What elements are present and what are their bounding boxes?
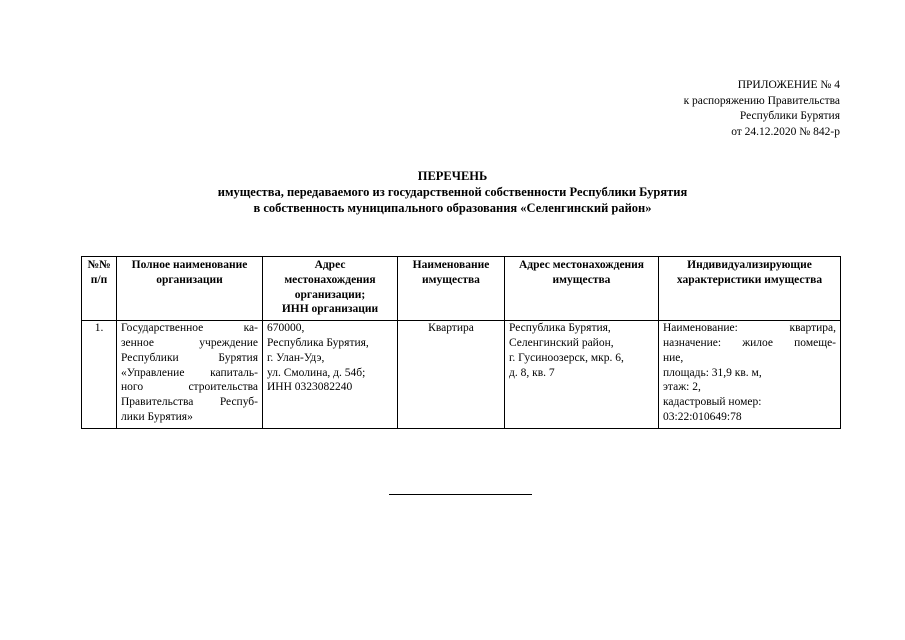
header-organization (117, 257, 263, 321)
org-word: Респуб- (219, 396, 258, 409)
org-inn: ИНН 0323082240 (267, 381, 353, 394)
document-title (0, 168, 905, 216)
header-characteristics-line-2: характеристики имущества (676, 273, 823, 286)
char-cadastral-label: кадастровый номер: (663, 396, 762, 409)
characteristics-cell (659, 321, 841, 429)
char-area: площадь: 31,9 кв. м, (663, 366, 762, 379)
header-number-line-1: №№ (87, 259, 111, 271)
header-address-line-4: ИНН организации (281, 303, 379, 316)
char-floor: этаж: 2, (663, 381, 701, 394)
appendix-number: ПРИЛОЖЕНИЕ № 4 (737, 79, 840, 91)
org-word: Республики (121, 351, 179, 364)
org-line-6 (121, 395, 258, 410)
row-number: 1. (82, 321, 117, 429)
org-word: «Управление (121, 366, 185, 379)
header-property-line-2: имущества (422, 273, 480, 286)
char-word: помеще- (794, 336, 836, 349)
title-line-2: имущества, передаваемого из государственной собственности Республики Бурятия (217, 185, 688, 199)
property-address-line-3: г. Гусиноозерск, мкр. 6, (509, 351, 624, 364)
header-organization-line-2: организации (156, 273, 223, 286)
property-address-cell (505, 321, 659, 429)
title-line-3: в собственность муниципального образования «Селенгинский район» (253, 201, 652, 215)
header-address-line-2: местонахождения (284, 273, 376, 286)
org-word: ка- (243, 322, 258, 335)
title-heading: ПЕРЕЧЕНЬ (417, 169, 488, 183)
org-word: ного (121, 381, 144, 394)
header-property-name (398, 257, 505, 321)
char-line-3: ние, (663, 351, 684, 364)
char-word: назначение: (663, 336, 722, 349)
table-header-row (82, 257, 841, 321)
char-word: Наименование: (663, 322, 738, 335)
header-characteristics-line-1: Индивидуализирующие (687, 259, 812, 271)
property-name-cell: Квартира (398, 321, 505, 429)
char-line-2 (663, 336, 836, 351)
org-word: строительства (188, 381, 258, 394)
property-address-line-4: д. 8, кв. 7 (509, 366, 555, 379)
appendix-date-number: от 24.12.2020 № 842-р (731, 125, 840, 138)
header-property-address-line-1: Адрес местонахождения (518, 259, 645, 271)
header-number (82, 257, 117, 321)
char-cadastral-number: 03:22:010649:78 (663, 410, 742, 423)
org-line-1 (121, 321, 258, 336)
org-word: Правительства (121, 396, 194, 409)
org-address-line-4: ул. Смолина, д. 54б; (267, 366, 366, 379)
org-line-5 (121, 380, 258, 395)
header-property-address (505, 257, 659, 321)
org-word: Государственное (121, 322, 204, 335)
header-property-address-line-2: имущества (552, 273, 611, 286)
org-word: Бурятия (218, 351, 258, 364)
header-characteristics (659, 257, 841, 321)
header-address-line-1: Адрес (314, 259, 346, 271)
organization-address-cell (263, 321, 398, 429)
end-divider (389, 494, 532, 495)
header-organization-line-1: Полное наименование (131, 259, 248, 271)
appendix-header (684, 78, 840, 140)
organization-name-cell (117, 321, 263, 429)
header-address-line-3: организации; (294, 288, 366, 301)
property-address-line-1: Республика Бурятия, (509, 322, 611, 335)
table-row (82, 321, 841, 429)
org-line-4 (121, 366, 258, 381)
appendix-government: Республики Бурятия (739, 110, 840, 122)
property-table (81, 256, 841, 429)
org-word: зенное (121, 336, 154, 349)
org-address-line-1: 670000, (267, 322, 305, 335)
property-address-line-2: Селенгинский район, (509, 336, 614, 349)
appendix-ref-line: к распоряжению Правительства (683, 94, 840, 107)
org-line-2 (121, 336, 258, 351)
header-property-line-1: Наименование (412, 259, 490, 271)
org-line-7: лики Бурятия» (121, 410, 193, 423)
header-number-line-2: п/п (90, 273, 108, 286)
char-word: жилое (742, 336, 774, 349)
char-line-1 (663, 321, 836, 336)
org-address-line-3: г. Улан-Удэ, (267, 351, 325, 364)
char-word: квартира, (789, 322, 836, 335)
org-address-line-2: Республика Бурятия, (267, 336, 369, 349)
org-word: учреждение (199, 336, 258, 349)
org-word: капиталь- (210, 366, 258, 379)
header-organization-address (263, 257, 398, 321)
org-line-3 (121, 351, 258, 366)
